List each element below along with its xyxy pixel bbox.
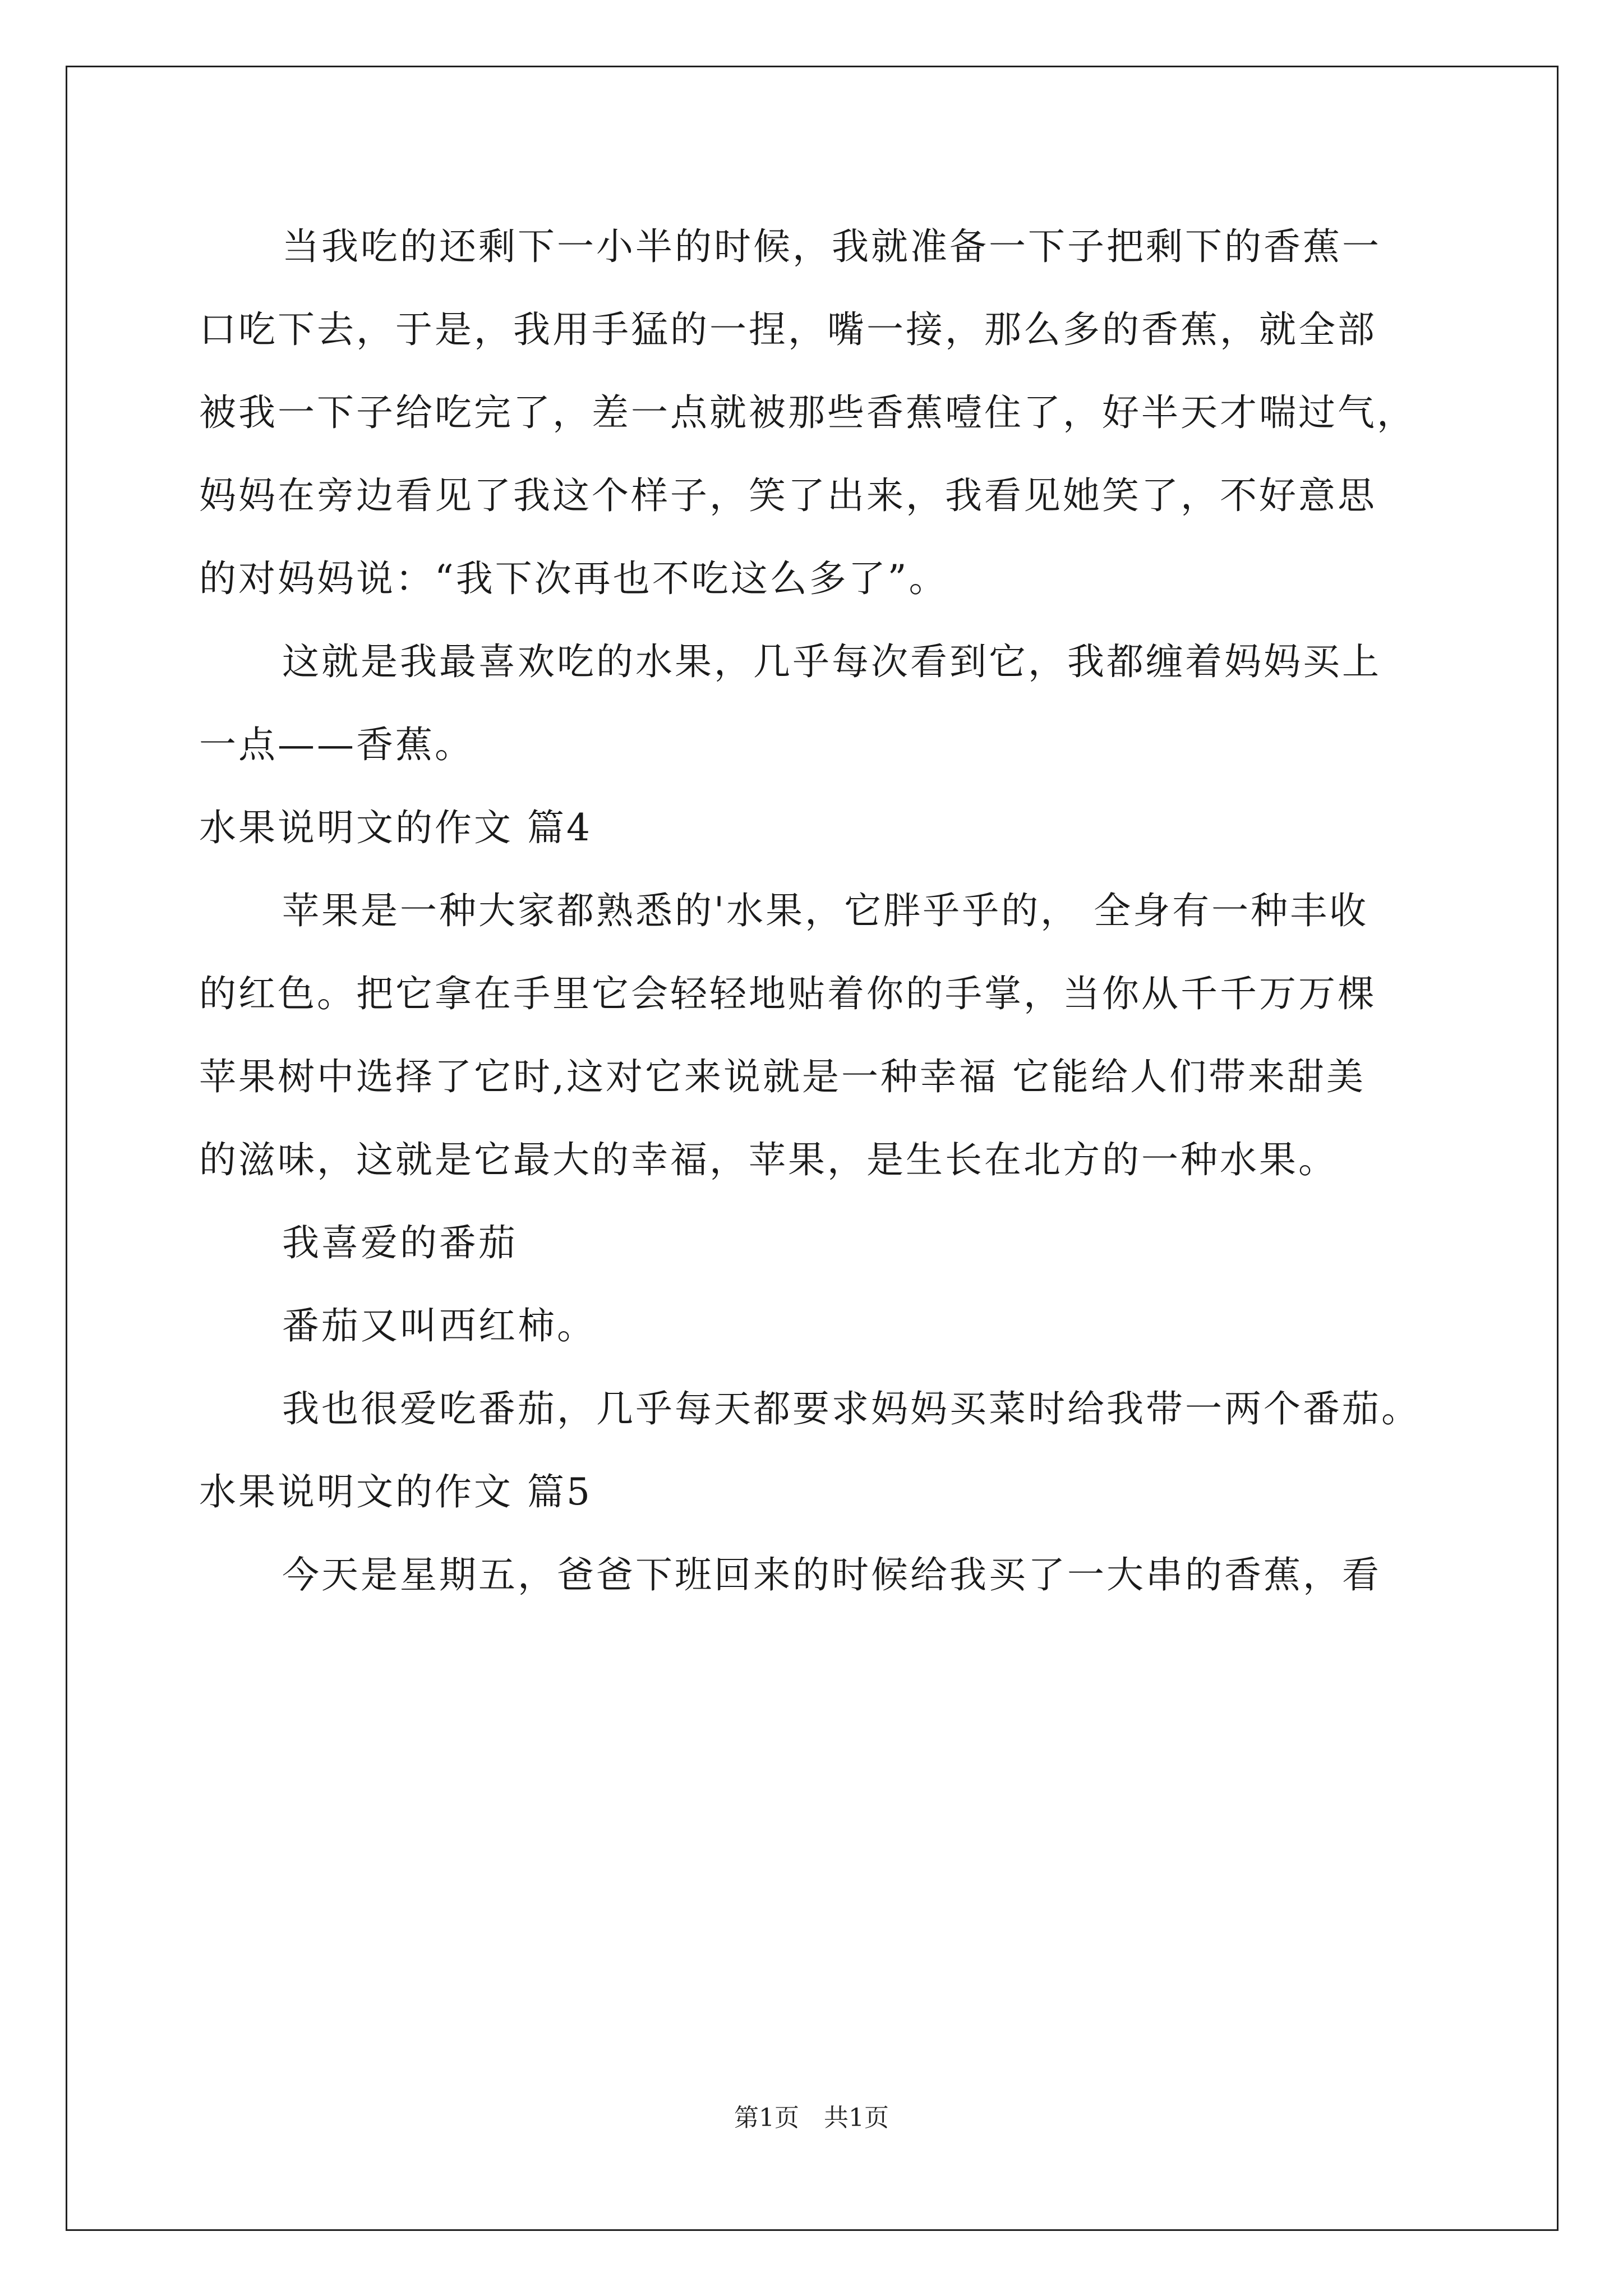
paragraph-1-line-5: 的对妈妈说：“我下次再也不吃这么多了”。 bbox=[199, 557, 948, 600]
paragraph-1-line-4: 妈妈在旁边看见了我这个样子，笑了出来，我看见她笑了，不好意思 bbox=[199, 474, 1377, 517]
paragraph-2-line-2: 一点——香蕉。 bbox=[199, 723, 474, 766]
paragraph-1-line-3: 被我一下子给吃完了，差一点就被那些香蕉噎住了，好半天才喘过气， bbox=[199, 391, 1416, 434]
paragraph-3-line-3: 苹果树中选择了它时,这对它来说就是一种幸福 它能给人们带来甜美 bbox=[199, 1055, 1366, 1098]
paragraph-3-line-4: 的滋味，这就是它最大的幸福，苹果，是生长在北方的一种水果。 bbox=[199, 1138, 1338, 1181]
paragraph-6: 我也很爱吃番茄，几乎每天都要求妈妈买菜时给我带一两个番茄。 bbox=[282, 1387, 1421, 1430]
paragraph-1-line-1: 当我吃的还剩下一小半的时候，我就准备一下子把剩下的香蕉一 bbox=[282, 225, 1381, 268]
paragraph-4: 我喜爱的番茄 bbox=[282, 1221, 518, 1264]
paragraph-1-line-2: 口吃下去，于是，我用手猛的一捏，嘴一接，那么多的香蕉，就全部 bbox=[199, 308, 1377, 351]
paragraph-3-line-2: 的红色。把它拿在手里它会轻轻地贴着你的手掌，当你从千千万万棵 bbox=[199, 972, 1377, 1015]
paragraph-7: 今天是星期五，爸爸下班回来的时候给我买了一大串的香蕉，看 bbox=[282, 1553, 1381, 1596]
page-number-footer: 第1页 共1页 bbox=[734, 2104, 889, 2132]
section-heading-4: 水果说明文的作文 篇4 bbox=[199, 806, 592, 849]
paragraph-3-line-1: 苹果是一种大家都熟悉的'水果，它胖乎乎的， 全身有一种丰收 bbox=[282, 889, 1369, 932]
paragraph-2-line-1: 这就是我最喜欢吃的水果，几乎每次看到它，我都缠着妈妈买上 bbox=[282, 640, 1381, 683]
paragraph-5: 番茄又叫西红柿。 bbox=[282, 1304, 596, 1347]
section-heading-5: 水果说明文的作文 篇5 bbox=[199, 1470, 592, 1513]
